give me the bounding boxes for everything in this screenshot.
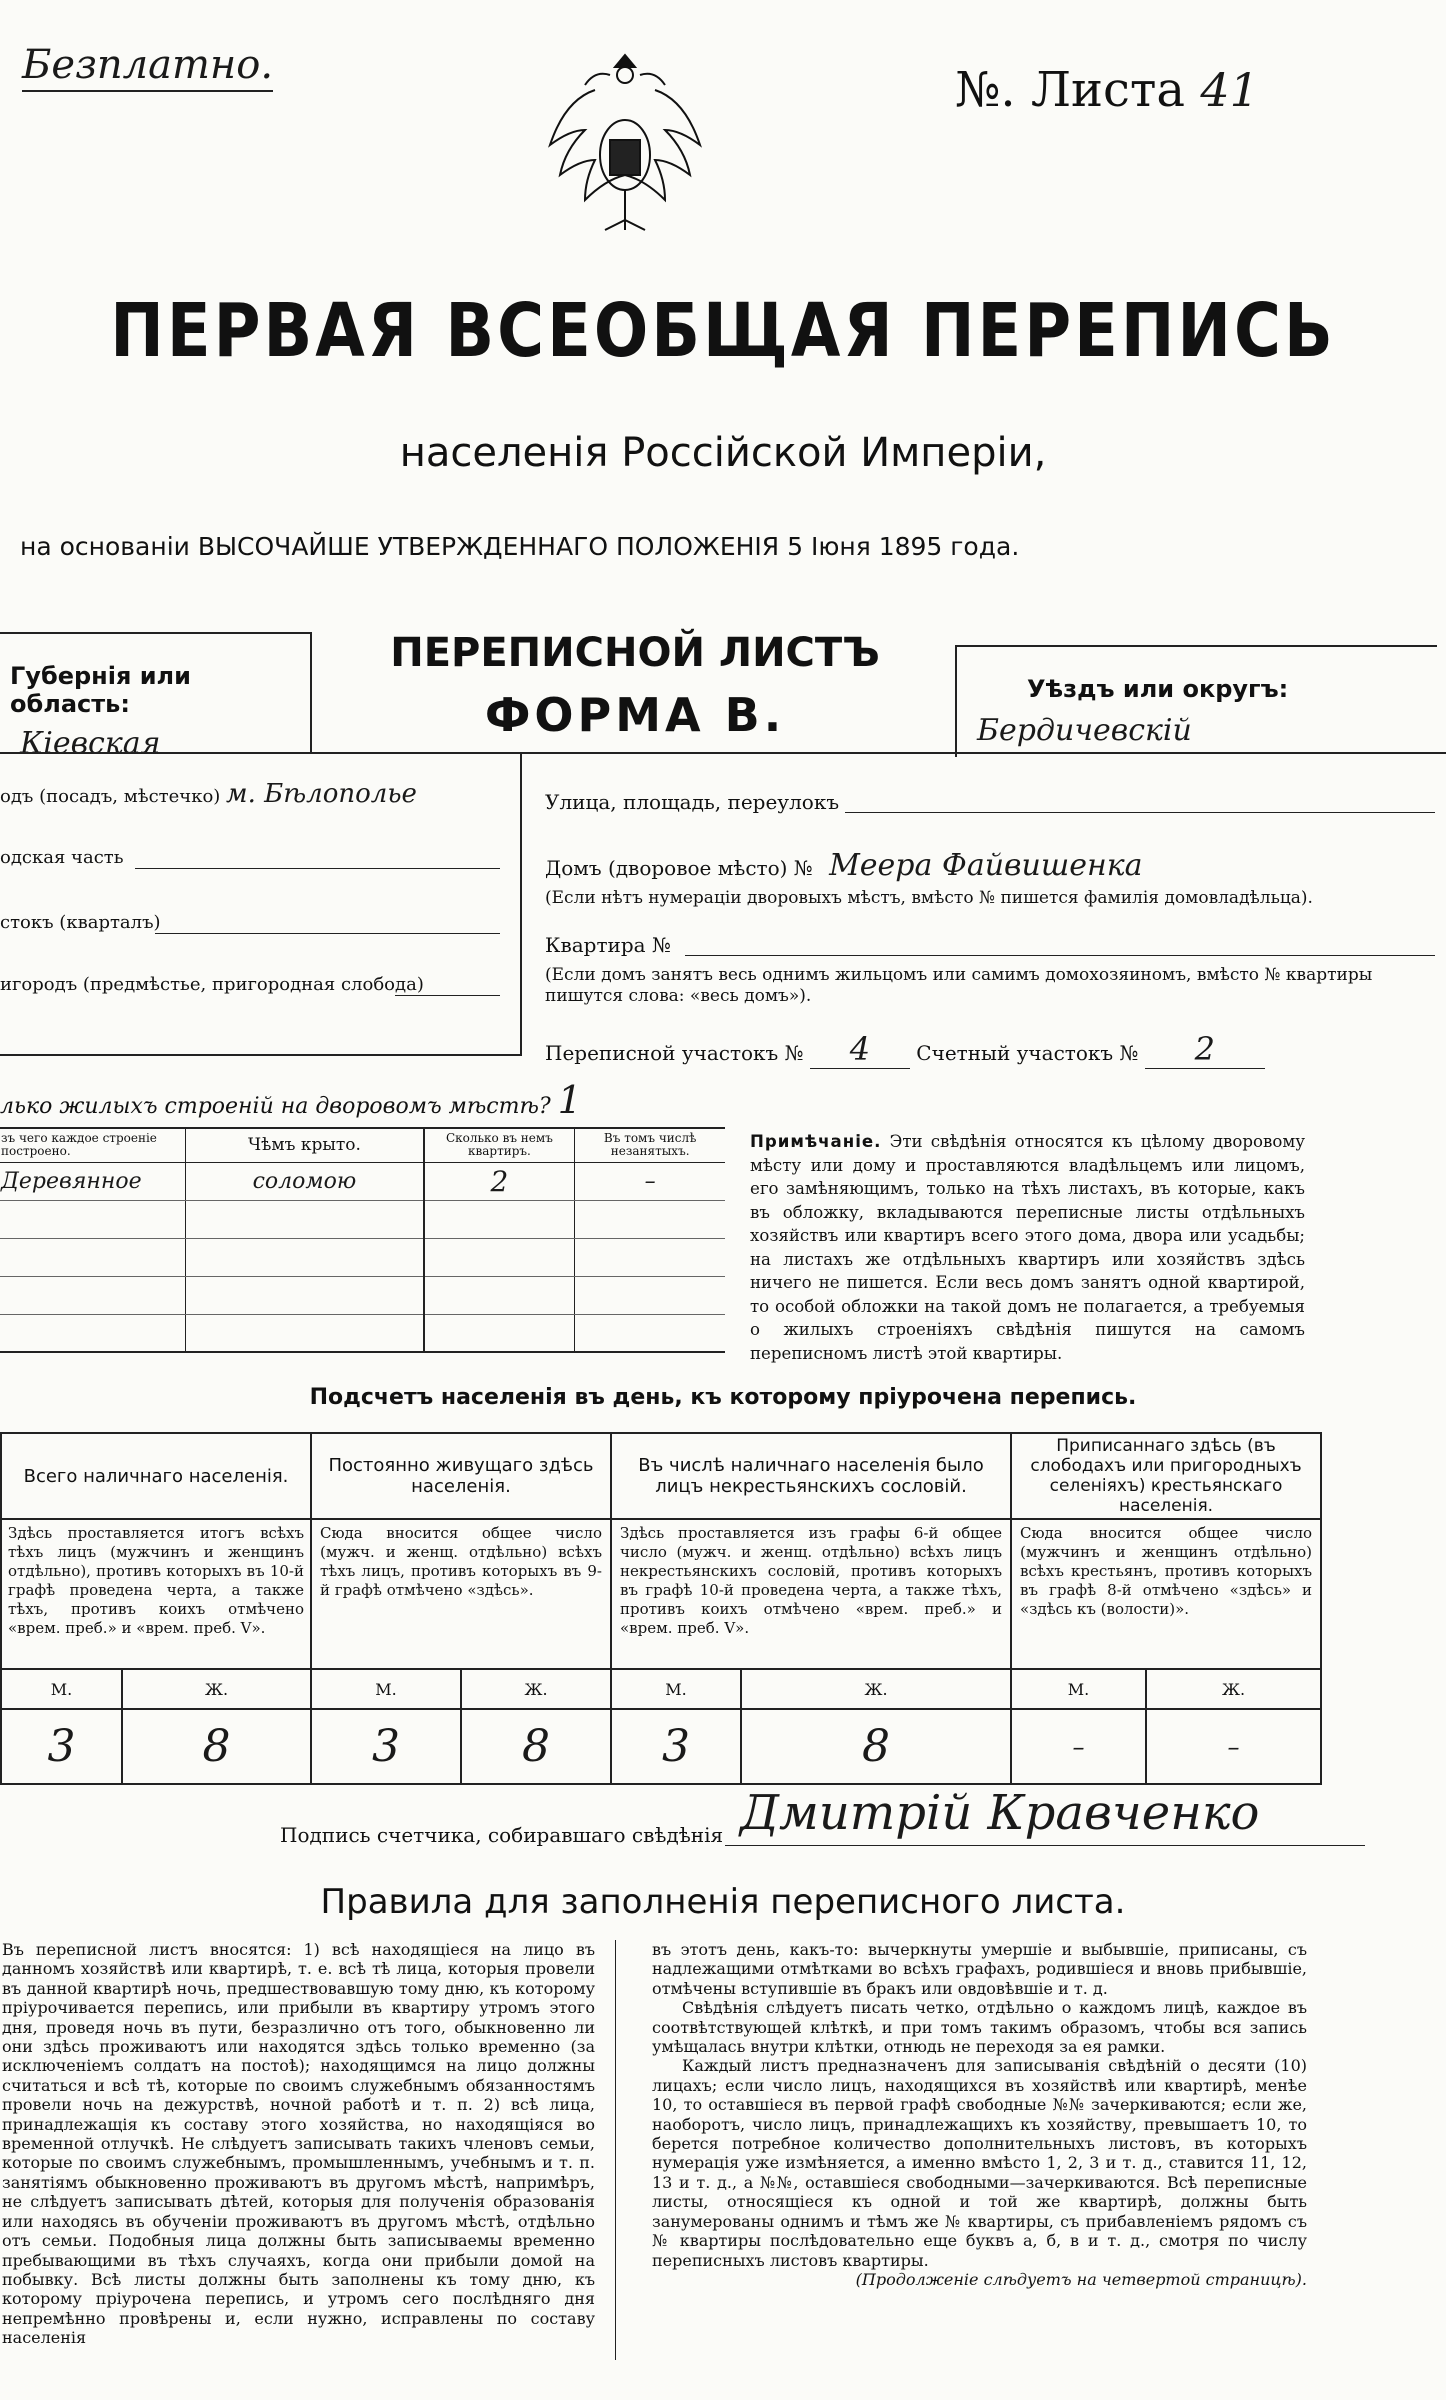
census-district-label: Переписной участокъ №	[545, 1041, 804, 1065]
sex-f-1: Ж.	[122, 1669, 311, 1709]
row-roof: соломою	[186, 1162, 424, 1200]
census-district-value: 4	[810, 1030, 910, 1069]
buildings-count-value: 1	[557, 1078, 582, 1122]
house-label: Домъ (дворовое мѣсто) №	[545, 856, 813, 880]
district-label: одская часть	[0, 847, 124, 868]
uezd-box	[955, 645, 1437, 757]
suburb-label: игородъ (предмѣстье, пригородная слобода)	[0, 974, 424, 995]
note-title: Примѣчаніе.	[750, 1132, 882, 1151]
town-row	[0, 779, 417, 809]
row-apartments: 2	[424, 1162, 575, 1200]
town-label: одъ (посадъ, мѣстечко)	[0, 786, 221, 807]
street-label: Улица, площадь, переулокъ	[545, 790, 840, 814]
quarter-line	[155, 933, 500, 934]
form-title: ФОРМА В.	[484, 688, 786, 742]
counting-district-value: 2	[1145, 1030, 1265, 1069]
pop-col-desc-nonpeasant: Здѣсь проставляется изъ графы 6-й общее число (мужч. и женщ. отдѣльно) всѣхъ лицъ некрестьянскихъ сословій, противъ которыхъ въ графѣ 10-й проведена черта, а также тѣхъ, противъ коихъ отмѣчено «врем. преб.» и «врем. преб. V».	[611, 1519, 1011, 1669]
col-vacant: Въ томъ числѣ незанятыхъ.	[575, 1128, 725, 1162]
apartment-note: (Если домъ занятъ весь однимъ жильцомъ или самимъ домохозяиномъ, вмѣсто № квартиры пишутся слова: «весь домъ»).	[545, 965, 1373, 1006]
pop-col-header-permanent: Постоянно живущаго здѣсь населенія.	[311, 1433, 611, 1519]
buildings-data-row	[0, 1162, 725, 1200]
rules-right-p1: въ этотъ день, какъ-то: вычеркнуты умершіе и выбывшіе, приписаны, съ надлежащими отмѣтками во всѣхъ графахъ, родившіеся и вновь прибывшіе, отмѣчены вступившіе въ бракъ или овдовѣвшіе и т. д.	[652, 1940, 1307, 1998]
house-row	[545, 848, 1143, 883]
district-line	[135, 868, 500, 869]
value-nonpeasant-f: 8	[741, 1709, 1011, 1784]
guberniya-label: Губернія или область:	[10, 662, 191, 718]
rules-right-column	[652, 1940, 1307, 2289]
uezd-label: Уѣздъ или округъ:	[1027, 675, 1289, 703]
rules-continued: (Продолженіе слѣдуетъ на четвертой страницѣ).	[855, 2269, 1307, 2289]
value-total-m: 3	[1, 1709, 122, 1784]
sheet-title: ПЕРЕПИСНОЙ ЛИСТЪ	[390, 630, 880, 676]
apartment-label: Квартира №	[545, 933, 671, 957]
pop-col-header-nonpeasant: Въ числѣ наличнаго населенія было лицъ некрестьянскихъ сословій.	[611, 1433, 1011, 1519]
rules-column-divider	[615, 1940, 616, 2360]
house-value: Меера Файвишенка	[829, 848, 1143, 883]
value-peasant-m: –	[1011, 1709, 1146, 1784]
value-permanent-m: 3	[311, 1709, 461, 1784]
free-label: Безплатно.	[22, 42, 273, 92]
buildings-header-row	[0, 1128, 725, 1162]
pop-col-desc-peasant: Сюда вносится общее число (мужчинъ и женщинъ отдѣльно) всѣхъ крестьянъ, противъ которыхъ въ графѣ 8-й отмѣчено «здѣсь» и «здѣсь къ (волости)».	[1011, 1519, 1321, 1669]
value-nonpeasant-m: 3	[611, 1709, 741, 1784]
pop-col-desc-total: Здѣсь проставляется итогъ всѣхъ тѣхъ лицъ (мужчинъ и женщинъ отдѣльно), противъ которыхъ въ 10-й графѣ проведена черта, а также тѣхъ, противъ коихъ отмѣчено «врем. преб.» и «врем. преб. V».	[1, 1519, 311, 1669]
value-permanent-f: 8	[461, 1709, 611, 1784]
main-title: ПЕРВАЯ ВСЕОБЩАЯ ПЕРЕПИСЬ	[110, 289, 1336, 375]
guberniya-box	[0, 632, 312, 761]
sheet-number-value: 41	[1200, 63, 1259, 117]
suburb-line	[395, 995, 500, 996]
pop-col-header-peasant: Приписаннаго здѣсь (въ слободахъ или пригородныхъ селеніяхъ) крестьянскаго населенія.	[1011, 1433, 1321, 1519]
col-material: зъ чего каждое строеніе построено.	[0, 1128, 186, 1162]
row-vacant: –	[575, 1162, 725, 1200]
note-text: Эти свѣдѣнія относятся къ цѣлому дворовому мѣсту или дому и проставляются владѣльцемъ или лицомъ, его замѣняющимъ, только на тѣхъ листахъ, въ которые, какъ въ обложку, вкладываются переписные листы отдѣльныхъ хозяйствъ или квартиръ всего этого дома, двора или усадьбы; на листахъ же отдѣльныхъ квартиръ или хозяйствъ здѣсь ничего не пишется. Если весь домъ занятъ одной квартирой, то особой обложки на такой домъ не полагается, а требуемыя о жилыхъ строеніяхъ свѣдѣнія пишутся на самомъ переписномъ листѣ этой квартиры.	[750, 1132, 1305, 1363]
guberniya-value: Кіевская	[20, 726, 161, 761]
counting-district-label: Счетный участокъ №	[916, 1041, 1139, 1065]
population-header-row	[1, 1433, 1321, 1519]
population-desc-row	[1, 1519, 1321, 1669]
sex-f-2: Ж.	[461, 1669, 611, 1709]
sex-f-4: Ж.	[1146, 1669, 1321, 1709]
sex-m-1: М.	[1, 1669, 122, 1709]
sex-m-2: М.	[311, 1669, 461, 1709]
town-value: м. Бѣлополье	[226, 779, 417, 809]
buildings-count-label: лько жилыхъ строеній на дворовомъ мѣстѣ?	[0, 1094, 551, 1119]
sheet-number-text: №. Листа	[955, 62, 1186, 118]
signature-line	[725, 1845, 1365, 1846]
buildings-count-row	[0, 1078, 582, 1122]
street-line	[845, 812, 1435, 813]
value-total-f: 8	[122, 1709, 311, 1784]
col-roof: Чѣмъ крыто.	[186, 1128, 424, 1162]
uezd-value: Бердичевскій	[977, 713, 1192, 748]
rules-left-column: Въ переписной листъ вносятся: 1) всѣ находящіеся на лицо въ данномъ хозяйствѣ или квартирѣ, т. е. всѣ тѣ лица, которыя провели въ данной квартирѣ ночь, предшествовавшую тому дню, къ которому пріурочивается перепись, или прибыли въ квартиру утромъ этого дня, проведя ночь въ пути, безразлично отъ того, обыкновенно ли они здѣсь проживаютъ или находятся здѣсь только временно (за исключеніемъ солдатъ на постоѣ); находящимся на лицо должны считаться и всѣ тѣ, которые по своимъ служебнымъ обязанностямъ провели ночь на дежурствѣ, ночной работѣ и т. п. 2) всѣ лица, принадлежащія къ составу этого хозяйства, но находящіяся во временной отлучкѣ. Не слѣдуетъ записывать такихъ членовъ семьи, которые по своимъ служебнымъ, промышленнымъ, учебнымъ и т. п. занятіямъ обыкновенно проживаютъ въ другомъ мѣстѣ, напримѣръ, не слѣдуетъ записывать дѣтей, которыя для полученія образованія или находясь въ обученіи проживаютъ въ другомъ мѣстѣ, отдѣльно отъ семьи. Подобныя лица должны быть записываемы временно пребывающими въ тѣхъ случаяхъ, когда они прибыли домой на побывку. Всѣ листы должны быть заполнены къ тому дню, къ которому пріурочена перепись, и утромъ сего послѣдняго дня непремѣнно провѣрены и, если нужно, исправлены по составу населенія	[2, 1940, 595, 2348]
census-district-row	[545, 1030, 1265, 1069]
population-sex-row	[1, 1669, 1321, 1709]
population-table	[0, 1432, 1322, 1785]
sex-m-4: М.	[1011, 1669, 1146, 1709]
apartment-line	[685, 955, 1435, 956]
house-note: (Если нѣтъ нумераціи дворовыхъ мѣстъ, вмѣсто № пишется фамилія домовладѣльца).	[545, 888, 1313, 908]
population-value-row	[1, 1709, 1321, 1784]
sex-f-3: Ж.	[741, 1669, 1011, 1709]
note-block	[750, 1130, 1305, 1365]
pop-col-header-total: Всего наличнаго населенія.	[1, 1433, 311, 1519]
quarter-label: стокъ (кварталъ)	[0, 912, 161, 933]
signature-label: Подпись счетчика, собиравшаго свѣдѣнія	[280, 1823, 724, 1847]
rules-right-p2: Свѣдѣнія слѣдуетъ писать четко, отдѣльно о каждомъ лицѣ, каждое въ соотвѣтствующей клѣткѣ, и при томъ такимъ образомъ, чтобы вся запись умѣщалась внутри клѣтки, отнюдь не переходя за ея рамки.	[652, 1998, 1307, 2057]
basis-line: на основаніи ВЫСОЧАЙШЕ УТВЕРЖДЕННАГО ПОЛОЖЕНІЯ 5 Іюня 1895 года.	[20, 532, 1020, 561]
rules-right-p3: Каждый листъ предназначенъ для записыванія свѣдѣній о десяти (10) лицахъ; если число лицъ, находящихся въ хозяйствѣ или квартирѣ, менѣе 10, то оставшіеся въ первой графѣ свободные №№ зачеркиваются; если же, наоборотъ, число лицъ, принадлежащихъ къ хозяйству, превышаетъ 10, то берется потребное количество дополнительныхъ листовъ, въ которыхъ нумерація уже измѣняется, а именно вмѣсто 1, 2, 3 и т. д., ставится 11, 12, 13 и т. д., а №№, оставшіеся свободными—зачеркиваются. Всѣ переписные листы, относящіеся къ одной и той же квартирѣ, должны быть занумерованы однимъ и тѣмъ же № квартиры, съ прибавленіемъ рядомъ съ № квартиры послѣдовательно еще буквъ а, б, в и т. д., смотря по числу переписныхъ листовъ квартиры.	[652, 2056, 1307, 2270]
value-peasant-f: –	[1146, 1709, 1321, 1784]
col-apartments: Сколько въ немъ квартиръ.	[424, 1128, 575, 1162]
sheet-number-label	[955, 62, 1259, 118]
rules-title: Правила для заполненія переписного листа.	[320, 1882, 1126, 1922]
buildings-table	[0, 1127, 725, 1353]
row-material: Деревянное	[0, 1162, 186, 1200]
subtitle: населенія Россійской Имперіи,	[399, 430, 1047, 476]
population-heading: Подсчетъ населенія въ день, къ которому пріурочена перепись.	[309, 1385, 1137, 1410]
pop-col-desc-permanent: Сюда вносится общее число (мужч. и женщ. отдѣльно) всѣхъ тѣхъ лицъ, противъ которыхъ въ 9-й графѣ отмѣчено «здѣсь».	[311, 1519, 611, 1669]
sex-m-3: М.	[611, 1669, 741, 1709]
imperial-eagle-emblem	[535, 45, 715, 265]
signature-value: Дмитрій Кравченко	[740, 1785, 1260, 1841]
